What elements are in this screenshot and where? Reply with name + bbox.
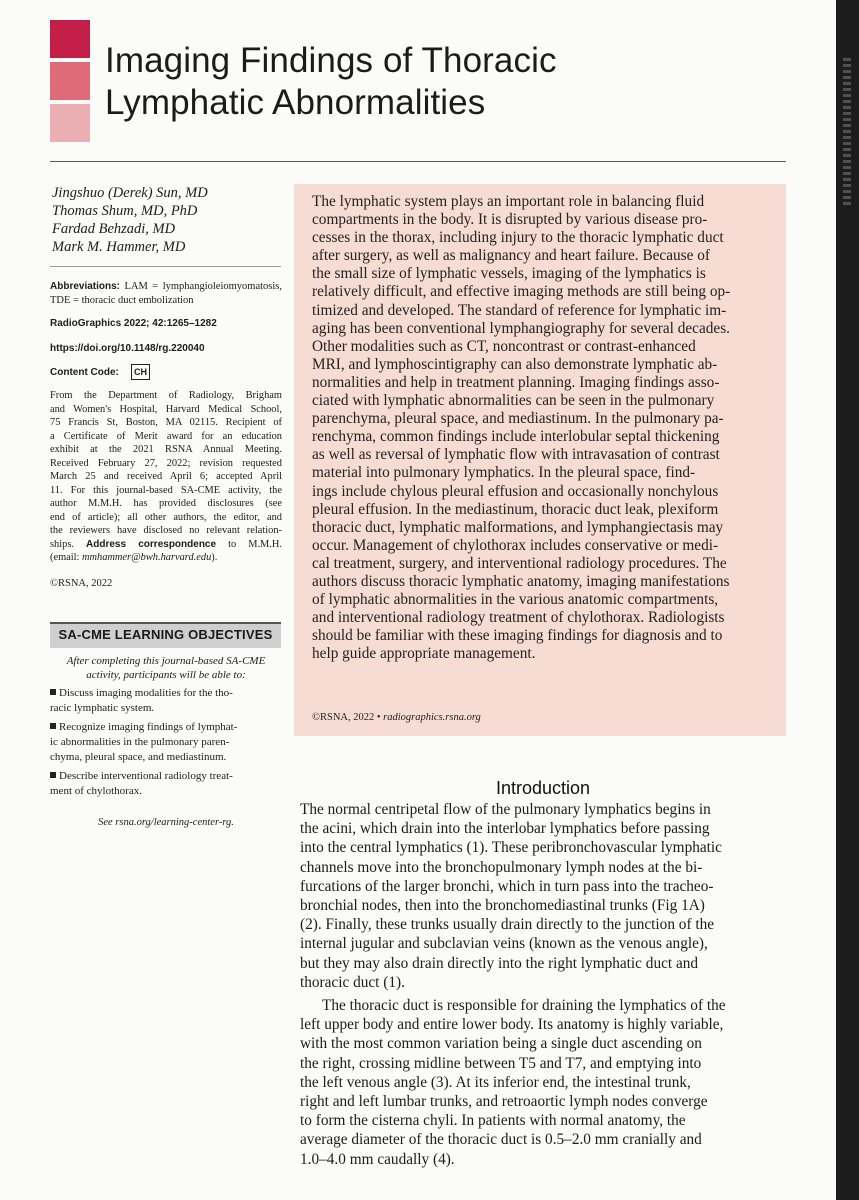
sidebar-divider: [50, 266, 281, 267]
body-line: (2). Finally, these trunks usually drain directly to the junction of the: [300, 916, 715, 934]
author-name: Fardad Behzadi, MD: [52, 221, 176, 237]
abbreviations-label: Abbreviations:: [50, 281, 121, 292]
body-line: average diameter of the thoracic duct is 0.5–2.0 mm cranially and: [300, 1131, 702, 1149]
content-code-label: Content Code:: [50, 367, 119, 378]
email-link[interactable]: mmhammer@bwh.harvard.edu: [82, 552, 212, 563]
objectives-header: [50, 622, 281, 648]
abstract-line: renchyma, common findings include interlobular septal thickening: [312, 428, 720, 446]
objectives-intro: [50, 654, 282, 682]
abstract-line: parenchyma, pleural space, and mediastinum. In the pulmonary pa-: [312, 410, 724, 428]
abstract-line: thoracic duct, lymphatic malformations, and lymphangiectasis may: [312, 518, 724, 536]
abstract-line: MRI, and lymphoscintigraphy can also demonstrate lymphatic ab-: [312, 355, 718, 373]
affiliation-line: 11. For this journal-based SA-CME activity, the: [50, 484, 282, 496]
body-line: furcations of the larger bronchi, which in turn pass into the tracheo-: [300, 877, 714, 895]
journal-url-link[interactable]: radiographics.rsna.org: [383, 712, 481, 723]
affiliation-line: [50, 551, 282, 565]
body-paragraph: [300, 800, 722, 992]
abstract-box: [294, 184, 786, 736]
affiliation-note: [50, 389, 282, 565]
body-line: the right, crossing midline between T5 and T7, and emptying into: [300, 1054, 702, 1072]
affiliation-line: the reviewers have disclosed no relevant relation-: [50, 525, 282, 536]
objective-item: [50, 686, 284, 716]
body-line: into the central lymphatics (1). These peribronchovascular lymphatic: [300, 839, 722, 857]
affiliation-line: end of article); all other authors, the editor, and: [50, 511, 282, 523]
affiliation-line: March 25 and received April 6; accepted April: [50, 471, 282, 482]
square-bullet-icon: [50, 689, 56, 695]
journal-citation: RadioGraphics 2022; 42:1265–1282: [50, 318, 217, 329]
abstract-line: and interventional radiology treatment of chylothorax. Radiologists: [312, 609, 725, 627]
affiliation-line: From the Department of Radiology, Brigham: [50, 390, 282, 401]
body-line: 1.0–4.0 mm caudally (4).: [300, 1150, 455, 1168]
abstract-copyright: [312, 712, 481, 723]
binding-edge-mark: [843, 58, 851, 208]
objective-line: [50, 686, 284, 701]
accent-square-medium: [50, 62, 90, 100]
address-correspondence-label: Address correspondence: [86, 538, 217, 550]
body-line: but they may also drain directly into the right lymphatic duct and: [300, 954, 699, 972]
abstract-line: ings include chylous pleural effusion and occasionally nonchylous: [312, 482, 719, 500]
author-name: Jingshuo (Derek) Sun, MD: [52, 185, 208, 201]
affiliation-line: 75 Francis St, Boston, MA 02115. Recipient of: [50, 417, 282, 428]
abstract-line: aging has been conventional lymphangiography for several decades.: [312, 319, 730, 337]
email-suffix: ).: [211, 552, 218, 563]
body-line: left upper body and entire lower body. Its anatomy is highly variable,: [300, 1016, 724, 1034]
title-line: Imaging Findings of Thoracic: [105, 41, 557, 80]
doi-link[interactable]: https://doi.org/10.1148/rg.220040: [50, 343, 205, 354]
objective-line: racic lymphatic system.: [50, 702, 155, 714]
objective-line: chyma, pleural space, and mediastinum.: [50, 751, 227, 763]
objectives-intro-line: activity, participants will be able to:: [86, 669, 246, 681]
affiliation-line: exhibit at the 2021 RSNA Annual Meeting.: [50, 444, 282, 455]
email-prefix: (email:: [50, 552, 83, 563]
title-line: Lymphatic Abnormalities: [105, 83, 486, 122]
body-line: bronchial nodes, then into the bronchomediastinal trunks (Fig 1A): [300, 897, 705, 915]
abstract-line: relatively difficult, and effective imaging methods are still being op-: [312, 283, 731, 301]
objective-text: Discuss imaging modalities for the tho-: [59, 687, 233, 699]
objectives-heading: SA-CME LEARNING OBJECTIVES: [58, 627, 273, 642]
affiliation-line: a Certificate of Merit award for an education: [50, 430, 282, 442]
affiliation-line: [50, 538, 282, 552]
abstract-line: cal treatment, surgery, and interventional radiology procedures. The: [312, 554, 727, 572]
abbreviations-text: LAM = lymphangioleiomyomatosis, TDE = thoracic duct embolization: [50, 281, 282, 306]
abstract-line: Other modalities such as CT, noncontrast or contrast-enhanced: [312, 337, 696, 355]
abstract-text: [312, 193, 730, 663]
abstract-line: help guide appropriate management.: [312, 645, 536, 663]
body-line: The thoracic duct is responsible for draining the lymphatics of the: [322, 997, 726, 1014]
accent-square-light: [50, 104, 90, 142]
body-line: thoracic duct (1).: [300, 973, 405, 991]
objective-item: [50, 769, 284, 799]
body-line: right and left lumbar trunks, and retroaortic lymph nodes converge: [300, 1093, 708, 1111]
content-code-badge: CH: [131, 364, 150, 380]
body-line: the left venous angle (3). At its inferior end, the intestinal trunk,: [300, 1073, 691, 1091]
title-divider: [50, 161, 786, 162]
abstract-line: the small size of lymphatic vessels, imaging of the lymphatics is: [312, 265, 706, 283]
abstract-line: cesses in the thorax, including injury to the thoracic lymphatic duct: [312, 229, 724, 247]
affiliation-text: ships.: [50, 538, 87, 550]
body-line: The normal centripetal flow of the pulmonary lymphatics begins in: [300, 801, 711, 818]
affiliation-text: to M.M.H.: [216, 538, 282, 550]
abstract-line: timized and developed. The standard of reference for lymphatic im-: [312, 301, 727, 319]
objective-text: Recognize imaging findings of lymphat-: [59, 721, 238, 733]
abstract-line: pleural effusion. In the mediastinum, thoracic duct leak, plexiform: [312, 500, 719, 518]
abstract-line: should be familiar with these imaging findings for diagnosis and to: [312, 627, 723, 645]
abstract-copyright-text: ©RSNA, 2022 •: [312, 712, 384, 723]
section-heading: Introduction: [495, 778, 591, 798]
abstract-line: after surgery, as well as malignancy and heart failure. Because of: [312, 247, 710, 265]
square-bullet-icon: [50, 772, 56, 778]
abstract-line: of lymphatic abnormalities in the various anatomic compartments,: [312, 591, 719, 609]
copyright-notice: ©RSNA, 2022: [50, 578, 113, 589]
abbreviations: [50, 280, 282, 308]
objective-item: [50, 720, 284, 765]
abstract-line: as well as reversal of lymphatic flow with intravasation of contrast: [312, 446, 720, 464]
abstract-line: normalities and help in treatment planning. Imaging findings asso-: [312, 373, 720, 391]
objectives-intro-line: After completing this journal-based SA-CME: [66, 655, 266, 667]
abstract-line: compartments in the body. It is disrupted by various disease pro-: [312, 211, 708, 229]
abstract-line: The lymphatic system plays an important role in balancing fluid: [312, 193, 705, 210]
abstract-line: occur. Management of chylothorax includes conservative or medi-: [312, 536, 719, 554]
learning-center-link[interactable]: See rsna.org/learning-center-rg.: [98, 817, 234, 828]
square-bullet-icon: [50, 723, 56, 729]
body-line: channels move into the bronchopulmonary lymph nodes at the bi-: [300, 858, 703, 876]
objective-line: [50, 769, 284, 784]
body-line: internal jugular and subclavian veins (known as the venous angle),: [300, 935, 708, 953]
article-title: [105, 40, 805, 124]
accent-square-dark: [50, 20, 90, 58]
affiliation-line: author M.M.H. has provided disclosures (see: [50, 498, 282, 509]
body-line: to form the cisterna chyli. In patients with normal anatomy, the: [300, 1112, 686, 1130]
abstract-line: ciated with lymphatic abnormalities can be seen in the pulmonary: [312, 392, 715, 410]
objective-line: ic abnormalities in the pulmonary paren-: [50, 736, 230, 748]
objectives-list: [50, 686, 284, 803]
author-name: Thomas Shum, MD, PhD: [52, 203, 198, 219]
body-line: with the most common variation being a single duct ascending on: [300, 1035, 702, 1053]
objective-text: Describe interventional radiology treat-: [59, 770, 233, 782]
body-paragraph: [300, 996, 726, 1169]
affiliation-line: Received February 27, 2022; revision requested: [50, 457, 282, 469]
affiliation-line: and Women's Hospital, Harvard Medical School,: [50, 403, 282, 415]
body-line: the acini, which drain into the interlobar lymphatics before passing: [300, 820, 710, 838]
abstract-line: authors discuss thoracic lymphatic anatomy, imaging manifestations: [312, 572, 730, 590]
abstract-line: material into pulmonary lymphatics. In the pleural space, find-: [312, 464, 696, 482]
objective-line: [50, 720, 284, 735]
author-list: [52, 184, 208, 256]
objective-line: ment of chylothorax.: [50, 785, 142, 797]
author-name: Mark M. Hammer, MD: [52, 239, 186, 255]
